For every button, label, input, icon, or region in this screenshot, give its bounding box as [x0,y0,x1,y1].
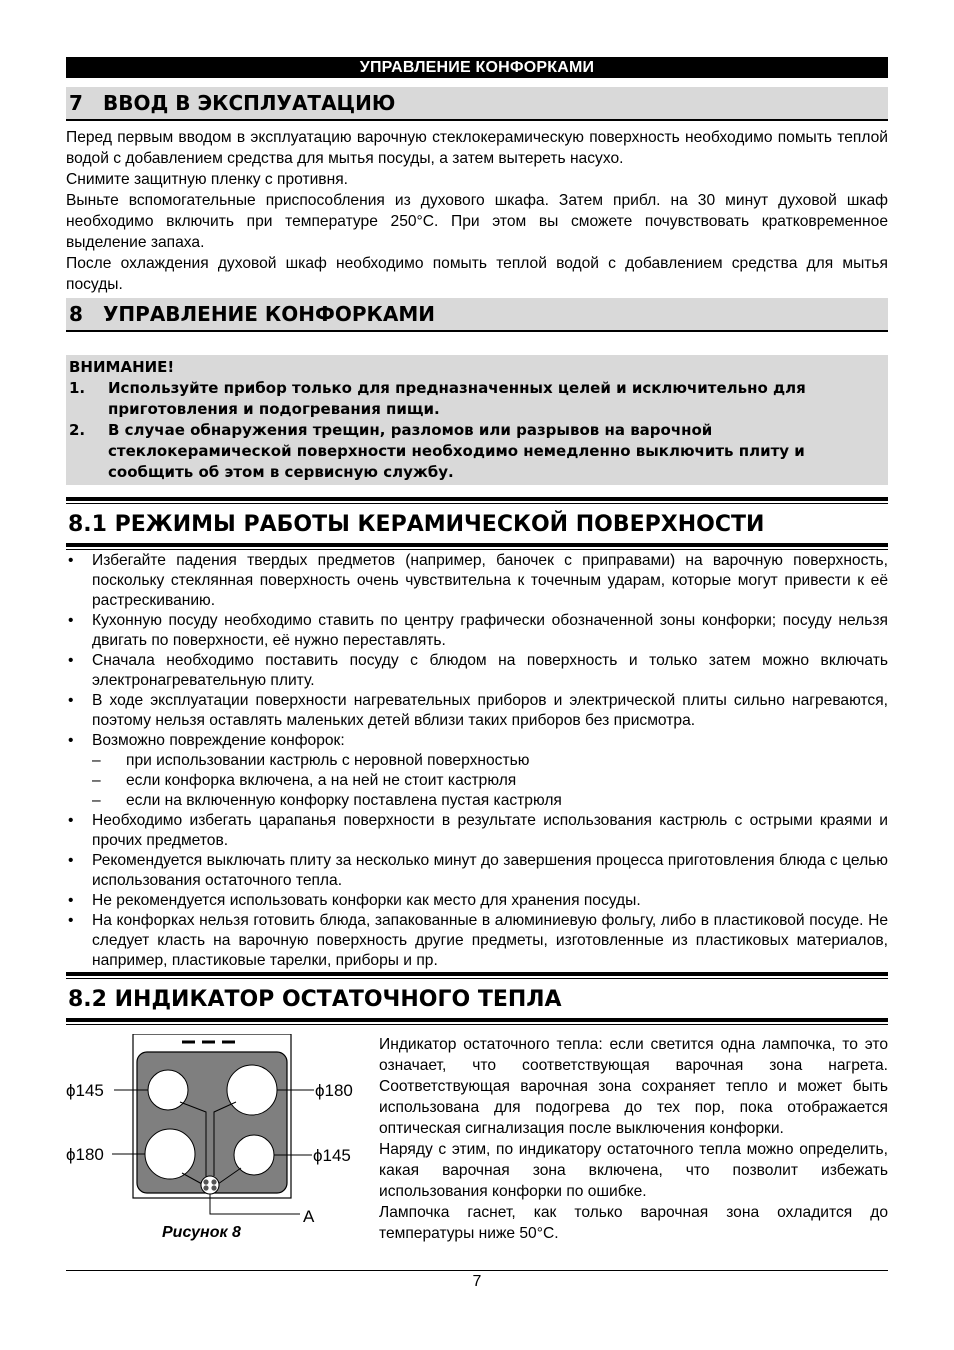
list-item [66,691,888,731]
divider [66,543,888,550]
warning-item-text: В случае обнаружения трещин, разломов или разрывов на варочной стеклокерамической поверхности необходимо немедленно выключить плиту и сообщить об этом в сервисную службу. [108,421,805,481]
list-item-text: если на включенную конфорку поставлена пустая кастрюля [126,792,562,809]
paragraph: Выньте вспомогательные приспособления из духового шкафа. Затем прибл. на 30 минут духовой шкаф необходимо включить при температуре 250°С. При этом вы сможете почувствовать кратковременное выделение запаха. [66,192,888,251]
list-item-text: Рекомендуется выключать плиту за несколько минут до завершения процесса приготовления блюда с целью использования остаточного тепла. [92,852,888,889]
list-item-text: Кухонную посуду необходимо ставить по центру графически обозначенной зоны конфорки; посуду нельзя двигать по поверхности, её нужно переставлять. [92,612,888,649]
paragraph: Наряду с этим, по индикатору остаточного тепла можно определить, какая варочная зона включена, что позволит избежать использования конфорки по ошибке. [379,1141,888,1200]
bullet: • [68,812,74,829]
warning-box [66,355,888,485]
section-8-1-list [66,551,888,971]
section-7-heading [66,87,888,121]
list-item-text: Не рекомендуется использовать конфорки как место для хранения посуды. [92,892,641,909]
burner-rear-right [227,1065,277,1115]
warning-item-number: 2. [69,421,86,439]
paragraph: Лампочка гаснет, как только варочная зона охладится до температуры ниже 50°С. [379,1204,888,1242]
list-item [66,891,888,911]
warning-item-text: Используйте прибор только для предназначенных целей и исключительно для приготовления и подогревания пищи. [108,379,806,418]
section-8-1-title: 8.1 РЕЖИМЫ РАБОТЫ КЕРАМИЧЕСКОЙ ПОВЕРХНОСТИ [68,512,765,537]
section-8-2-text [379,1034,888,1244]
divider [66,1018,888,1025]
burner-rear-left [145,1129,195,1179]
figure-caption: Рисунок 8 [162,1224,241,1241]
running-header: УПРАВЛЕНИЕ КОНФОРКАМИ [66,57,888,78]
bullet: • [68,892,74,909]
label-a: A [303,1207,315,1224]
sub-list-item [66,751,888,771]
list-item [66,811,888,851]
paragraph: Перед первым вводом в эксплуатацию варочную стеклокерамическую поверхность необходимо помыть теплой водой с добавлением средства для мытья посуды, а затем вытереть насухо. [66,129,888,167]
residual-heat-indicator [201,1176,219,1194]
bullet: • [68,612,74,629]
warning-item-number: 1. [69,379,86,397]
section-8-title: УПРАВЛЕНИЕ КОНФОРКАМИ [103,302,435,326]
section-7-title: ВВОД В ЭКСПЛУАТАЦИЮ [103,91,396,115]
indicator-lamp [211,1185,216,1190]
section-8-heading [66,298,888,332]
list-item [66,611,888,651]
bullet: • [68,652,74,669]
indicator-lamp [203,1185,208,1190]
cooktop-diagram [66,1034,366,1224]
section-8-2-content [66,1034,888,1264]
paragraph: Снимите защитную пленку с противня. [66,171,348,188]
list-item-text: Необходимо избегать царапанья поверхности в результате использования кастрюль с острыми краями и прочих предметов. [92,812,888,849]
list-item [66,731,888,751]
sub-list-item [66,791,888,811]
page [66,57,888,1264]
list-item-text: Сначала необходимо поставить посуду с блюдом на поверхность и только затем можно включать электронагревательную плиту. [92,652,888,689]
indicator-lamp [203,1179,208,1184]
paragraph: После охлаждения духовой шкаф необходимо помыть теплой водой с добавлением средства для мытья посуды. [66,255,888,293]
list-item [66,651,888,691]
list-item-text: при использовании кастрюль с неровной поверхностью [126,752,530,769]
section-8-number: 8 [69,302,83,326]
bullet: • [68,692,74,709]
bullet: • [68,852,74,869]
page-footer [66,1270,888,1291]
list-item-text: Избегайте падения твердых предметов (например, баночек с приправами) на варочную поверхность, поскольку стеклянная поверхность очень чувствительна к точечным ударам, которые могут привести к её растрескиванию. [92,552,888,609]
list-item [66,551,888,611]
list-item-text: В ходе эксплуатации поверхности нагревательных приборов и электрической плиты сильно нагреваются, поэтому нельзя оставлять маленьких детей вблизи таких приборов без присмотра. [92,692,888,729]
paragraph: Индикатор остаточного тепла: если светится одна лампочка, то это означает, что соответствующая варочная зона нагрета. Соответствующая варочная зона сохраняет тепло и может быть использована для подогрева до тех пор, пока отображается оптическая сигнализация после выключения конфорки. [379,1036,888,1137]
label-diameter-180-left: ϕ180 [66,1145,104,1164]
divider [66,497,888,504]
burner-front-left [148,1070,188,1110]
dash: – [92,752,101,769]
warning-title: ВНИМАНИЕ! [69,358,175,376]
section-7-body [66,127,888,295]
list-item-text: Возможно повреждение конфорок: [92,732,345,749]
dash: – [92,792,101,809]
section-7-number: 7 [69,91,83,115]
warning-item [69,378,885,420]
indicator-lamp [211,1179,216,1184]
sub-list-item [66,771,888,791]
list-item-text: На конфорках нельзя готовить блюда, запакованные в алюминиевую фольгу, либо в пластиковой посуде. Не следует класть на варочную поверхность другие предметы, изготовленные из пластиковых материалов, например, пластиковые тарелки, приборы и пр. [92,912,888,969]
bullet: • [68,912,74,929]
list-item [66,911,888,971]
section-8-2-title: 8.2 ИНДИКАТОР ОСТАТОЧНОГО ТЕПЛА [68,987,562,1012]
bullet: • [68,732,74,749]
list-item-text: если конфорка включена, а на ней не стоит кастрюля [126,772,517,789]
list-item [66,851,888,891]
bullet: • [68,552,74,569]
figure-8 [66,1034,366,1264]
page-number: 7 [472,1273,482,1290]
warning-item [69,420,885,483]
label-diameter-180-right: ϕ180 [315,1081,353,1100]
label-diameter-145-right: ϕ145 [313,1146,351,1165]
dash: – [92,772,101,789]
label-diameter-145-left: ϕ145 [66,1081,104,1100]
divider [66,972,888,979]
